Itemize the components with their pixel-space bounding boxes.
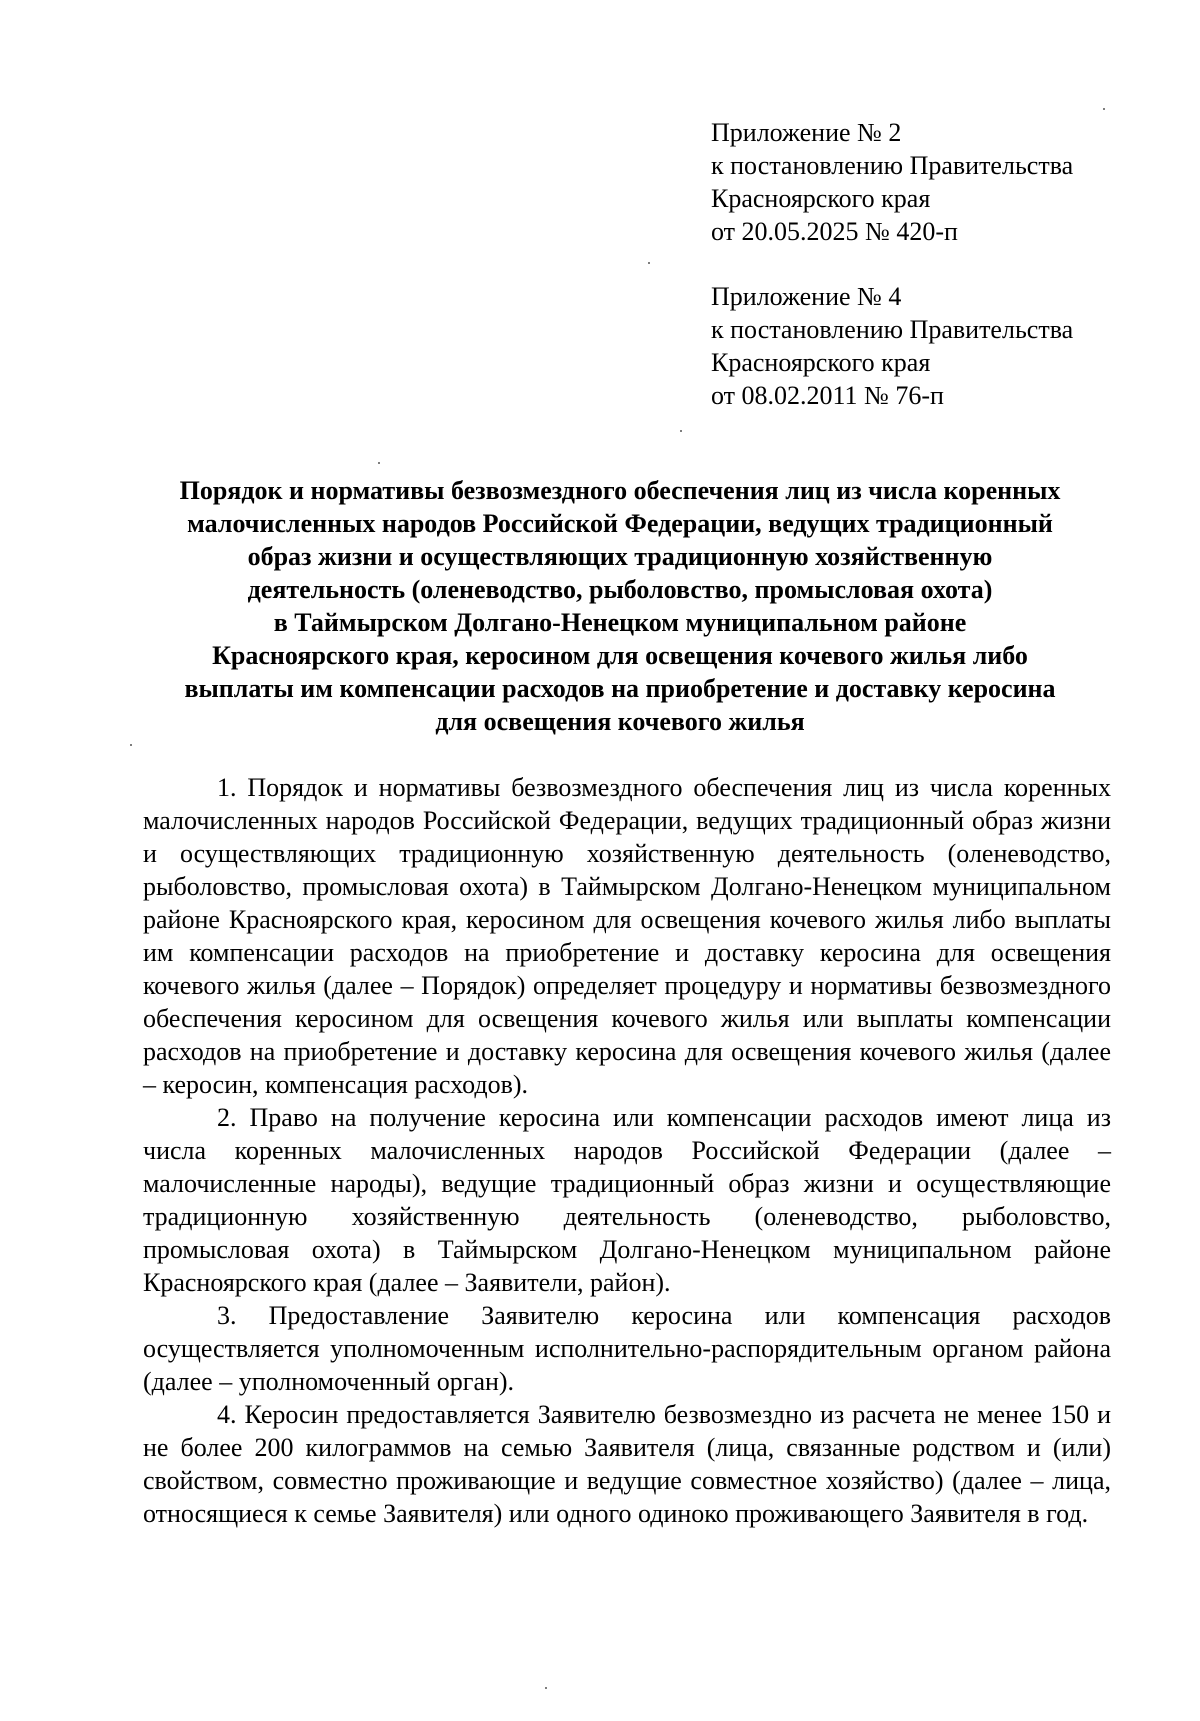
appendix-line: к постановлению Правительства [711, 315, 1074, 344]
appendix-line: к постановлению Правительства [711, 151, 1074, 180]
title-line: для освещения кочевого жилья [435, 707, 805, 736]
paragraph-3: 3. Предоставление Заявителю керосина или компенсация расходов осуществляется уполномоченным исполнительно-распорядительным органом района (далее – уполномоченный орган). [143, 1301, 1111, 1396]
scan-speck [378, 462, 380, 464]
appendix-line: Красноярского края [711, 184, 931, 213]
appendix-header-current [711, 116, 1181, 248]
title-line: деятельность (оленеводство, рыболовство, промысловая охота) [247, 575, 993, 604]
title-line: малочисленных народов Российской Федерации, ведущих традиционный [187, 509, 1053, 538]
scan-speck [130, 744, 132, 746]
scan-speck [1103, 108, 1105, 110]
paragraph-1: 1. Порядок и нормативы безвозмездного обеспечения лиц из числа коренных малочисленных народов Российской Федерации, ведущих традиционный образ жизни и осуществляющих традиционную хозяйственную деятельность (оленеводство, рыболовство, промысловая охота) в Таймырском Долгано-Ненецком муниципальном районе Красноярского края, керосином для освещения кочевого жилья либо выплаты им компенсации расходов на приобретение и доставку керосина для освещения кочевого жилья (далее – Порядок) определяет процедуру и нормативы безвозмездного обеспечения керосином для освещения кочевого жилья или выплаты компенсации расходов на приобретение и доставку керосина для освещения кочевого жилья (далее – керосин, компенсация расходов). [143, 773, 1111, 1099]
title-line: образ жизни и осуществляющих традиционную хозяйственную [247, 542, 993, 571]
document-title [130, 474, 1110, 738]
title-line: Порядок и нормативы безвозмездного обеспечения лиц из числа коренных [179, 476, 1061, 505]
scan-speck [680, 430, 682, 432]
paragraph-4: 4. Керосин предоставляется Заявителю безвозмездно из расчета не менее 150 и не более 200 килограммов на семью Заявителя (лица, связанные родством и (или) свойством, совместно проживающие и ведущие совместное хозяйство) (далее – лица, относящиеся к семье Заявителя) или одного одиноко проживающего Заявителя в год. [143, 1400, 1111, 1528]
appendix-line: Приложение № 4 [711, 282, 902, 311]
appendix-line: от 20.05.2025 № 420-п [711, 217, 958, 246]
title-line: выплаты им компенсации расходов на приобретение и доставку керосина [184, 674, 1056, 703]
scan-speck [648, 262, 650, 264]
scan-speck [545, 1687, 547, 1689]
appendix-line: Приложение № 2 [711, 118, 902, 147]
title-line: в Таймырском Долгано-Ненецком муниципальном районе [273, 608, 967, 637]
document-body [143, 771, 1111, 1530]
paragraph-2: 2. Право на получение керосина или компенсации расходов имеют лица из числа коренных малочисленных народов Российской Федерации (далее – малочисленные народы), ведущие традиционный образ жизни и осуществляющие традиционную хозяйственную деятельность (оленеводство, рыболовство, промысловая охота) в Таймырском Долгано-Ненецком муниципальном районе Красноярского края (далее – Заявители, район). [143, 1103, 1111, 1297]
appendix-line: Красноярского края [711, 348, 931, 377]
appendix-header-original [711, 280, 1181, 412]
appendix-line: от 08.02.2011 № 76-п [711, 381, 944, 410]
title-line: Красноярского края, керосином для освещения кочевого жилья либо [212, 641, 1028, 670]
